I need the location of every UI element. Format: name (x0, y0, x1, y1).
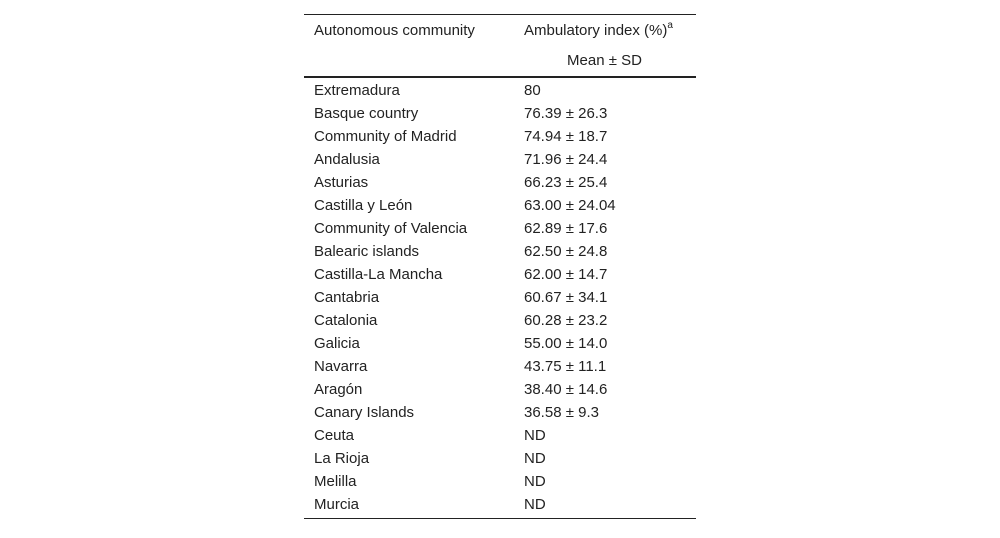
table-row (304, 424, 696, 447)
table-row (304, 125, 696, 148)
subheader-mean-sd: Mean ± SD (514, 46, 696, 77)
community-cell: Canary Islands (314, 403, 415, 421)
community-cell: Catalonia (314, 311, 378, 329)
ambulatory-index-cell: 36.58 ± 9.3 (524, 403, 599, 421)
table-row (304, 493, 696, 519)
ambulatory-index-cell: ND (524, 472, 546, 490)
community-cell: La Rioja (314, 449, 370, 467)
ambulatory-index-cell: ND (514, 493, 696, 519)
community-cell: Asturias (314, 173, 369, 191)
table-row (304, 217, 696, 240)
table-body (304, 77, 696, 519)
table-row (304, 148, 696, 171)
table-row (304, 240, 696, 263)
community-cell: Basque country (314, 104, 419, 122)
ambulatory-index-cell: 76.39 ± 26.3 (524, 104, 608, 122)
ambulatory-index-cell: 62.89 ± 17.6 (524, 219, 608, 237)
community-cell: Community of Madrid (314, 127, 457, 145)
ambulatory-index-table (304, 14, 696, 519)
community-cell: Murcia (304, 493, 514, 519)
community-cell: Andalusia (314, 150, 380, 168)
community-cell: Cantabria (314, 288, 380, 306)
community-cell: Navarra (314, 357, 368, 375)
table-row (304, 286, 696, 309)
ambulatory-index-cell: 66.23 ± 25.4 (524, 173, 608, 191)
community-cell: Castilla-La Mancha (314, 265, 443, 283)
ambulatory-index-cell: 55.00 ± 14.0 (524, 334, 608, 352)
table-row (304, 102, 696, 125)
ambulatory-index-cell: 60.67 ± 34.1 (524, 288, 608, 306)
table-row (304, 77, 696, 102)
footnote-marker: a (667, 20, 673, 31)
community-cell: Community of Valencia (314, 219, 468, 237)
table-row (304, 447, 696, 470)
ambulatory-index-cell: 80 (524, 81, 541, 99)
community-cell: Balearic islands (314, 242, 420, 260)
table-row (304, 355, 696, 378)
table-row (304, 401, 696, 424)
subheader-row (304, 46, 696, 77)
table-row (304, 470, 696, 493)
ambulatory-index-cell: ND (524, 426, 546, 444)
ambulatory-index-cell: 62.50 ± 24.8 (524, 242, 608, 260)
ambulatory-index-cell: 63.00 ± 24.04 (524, 196, 616, 214)
ambulatory-index-cell: 38.40 ± 14.6 (524, 380, 608, 398)
table-row (304, 194, 696, 217)
table-row (304, 263, 696, 286)
ambulatory-index-cell: ND (524, 449, 546, 467)
ambulatory-index-cell: 74.94 ± 18.7 (524, 127, 608, 145)
community-cell: Galicia (314, 334, 360, 352)
header-ambulatory-index (514, 15, 696, 47)
ambulatory-index-cell: 43.75 ± 11.1 (524, 357, 607, 375)
table-row (304, 309, 696, 332)
community-cell: Ceuta (314, 426, 355, 444)
table-row (304, 171, 696, 194)
header-autonomous-community: Autonomous community (304, 15, 514, 47)
community-cell: Aragón (314, 380, 363, 398)
table-row (304, 332, 696, 355)
ambulatory-index-cell: 62.00 ± 14.7 (524, 265, 608, 283)
header-row (304, 15, 696, 47)
table-row (304, 378, 696, 401)
ambulatory-index-table-container (304, 14, 696, 519)
ambulatory-index-cell: 60.28 ± 23.2 (524, 311, 608, 329)
header-ambulatory-index-label: Ambulatory index (%) (524, 22, 668, 39)
community-cell: Extremadura (314, 81, 400, 99)
table-header (304, 15, 696, 78)
community-cell: Castilla y León (314, 196, 413, 214)
subheader-empty (304, 46, 514, 77)
community-cell: Melilla (314, 472, 357, 490)
ambulatory-index-cell: 71.96 ± 24.4 (524, 150, 608, 168)
